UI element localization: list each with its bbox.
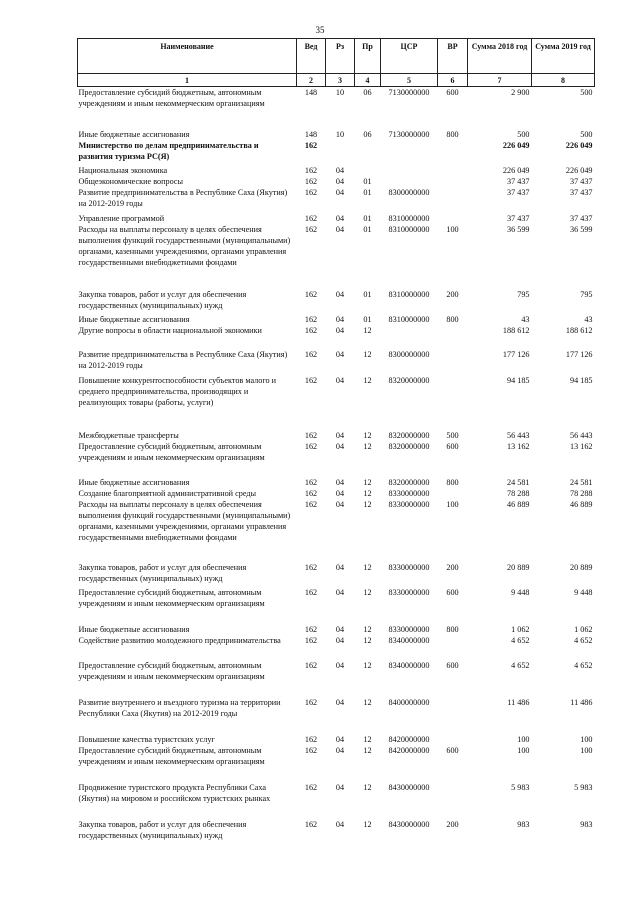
cell-ved: 162 xyxy=(304,587,318,597)
cell-rz: 04 xyxy=(335,819,345,829)
cell-rz: 04 xyxy=(335,782,345,792)
cell-csr: 8330000000 xyxy=(388,624,430,634)
cell-sum-2018: 500 xyxy=(517,129,530,139)
cell-name: Общеэкономические вопросы xyxy=(78,176,184,186)
cell-pr: 12 xyxy=(363,734,372,744)
cell-name: Иные бюджетные ассигнования xyxy=(78,314,190,324)
cell-csr: 8430000000 xyxy=(388,819,430,829)
cell-vr xyxy=(438,176,468,187)
table-row xyxy=(78,488,595,499)
cell-sum-2018: 188 612 xyxy=(502,325,530,335)
cell-vr xyxy=(438,488,468,499)
cell-pr: 06 xyxy=(363,129,372,139)
cell-sum-2018: 46 889 xyxy=(506,499,530,509)
cell-sum-2019: 188 612 xyxy=(565,325,593,335)
cell-csr: 8320000000 xyxy=(388,430,430,440)
table-row xyxy=(78,325,595,349)
cell-rz: 04 xyxy=(335,587,345,597)
cell-sum-2018: 36 599 xyxy=(506,224,530,234)
cell-sum-2018: 43 xyxy=(521,314,530,324)
column-number: 1 xyxy=(78,74,297,87)
cell-sum-2018: 100 xyxy=(517,734,530,744)
cell-sum-2019: 9 448 xyxy=(574,587,593,597)
cell-sum-2018: 78 288 xyxy=(506,488,530,498)
cell-vr: 200 xyxy=(446,289,459,299)
cell-rz: 04 xyxy=(335,314,345,324)
cell-sum-2018: 20 889 xyxy=(506,562,530,572)
table-row xyxy=(78,213,595,224)
cell-csr: 8310000000 xyxy=(388,314,430,324)
cell-sum-2019: 226 049 xyxy=(565,140,593,150)
cell-sum-2018: 2 900 xyxy=(511,88,530,97)
cell-name: Развитие внутреннего и въездного туризма на территории Республики Саха (Якутия) на 2012-2019 годы xyxy=(78,697,281,718)
table-header-row xyxy=(78,39,595,74)
cell-pr: 12 xyxy=(363,499,372,509)
cell-pr: 01 xyxy=(363,213,372,223)
cell-vr xyxy=(438,213,468,224)
table-row xyxy=(78,314,595,325)
cell-sum-2018: 56 443 xyxy=(506,430,530,440)
cell-ved: 162 xyxy=(304,782,318,792)
cell-sum-2019: 100 xyxy=(580,745,593,755)
cell-sum-2019: 56 443 xyxy=(569,430,593,440)
cell-ved: 162 xyxy=(304,325,318,335)
cell-csr xyxy=(381,165,438,176)
cell-csr: 8340000000 xyxy=(388,660,430,670)
cell-ved: 148 xyxy=(304,88,318,97)
cell-pr: 06 xyxy=(363,88,372,97)
cell-rz: 04 xyxy=(335,325,345,335)
cell-sum-2018: 37 437 xyxy=(506,213,530,223)
cell-pr: 12 xyxy=(363,488,372,498)
column-number: 7 xyxy=(468,74,532,87)
cell-ved: 162 xyxy=(304,660,318,670)
cell-ved: 162 xyxy=(304,488,318,498)
cell-sum-2018: 100 xyxy=(517,745,530,755)
cell-name: Расходы на выплаты персоналу в целях обеспечения выполнения функций государственными (муниципальными) органами, казенными учреждениями, органами управления государственными внебюджетными фондами xyxy=(78,224,291,267)
cell-ved: 162 xyxy=(304,224,318,234)
table-row xyxy=(78,782,595,819)
cell-sum-2019: 1 062 xyxy=(574,624,593,634)
cell-sum-2019: 100 xyxy=(580,734,593,744)
cell-name: Другие вопросы в области национальной экономики xyxy=(78,325,262,335)
cell-name: Министерство по делам предпринимательства и развития туризма РС(Я) xyxy=(78,140,259,161)
cell-csr: 8330000000 xyxy=(388,499,430,509)
cell-name: Повышение конкурентоспособности субъектов малого и среднего предпринимательства, производящих и реализующих товары (работы, услуги) xyxy=(78,375,277,407)
cell-sum-2018: 983 xyxy=(517,819,530,829)
table-row xyxy=(78,224,595,289)
cell-csr: 8340000000 xyxy=(388,635,430,645)
cell-vr xyxy=(438,635,468,660)
cell-pr: 12 xyxy=(363,375,372,385)
cell-rz: 04 xyxy=(335,499,345,509)
cell-csr: 8420000000 xyxy=(388,734,430,744)
table-row xyxy=(78,587,595,624)
cell-sum-2018: 226 049 xyxy=(502,165,530,175)
cell-pr: 12 xyxy=(363,325,372,335)
cell-csr: 8300000000 xyxy=(388,349,430,359)
cell-pr: 12 xyxy=(363,745,372,755)
cell-name: Содействие развитию молодежного предпринимательства xyxy=(78,635,281,645)
table-header-number-row xyxy=(78,74,595,87)
cell-csr: 8300000000 xyxy=(388,187,430,197)
cell-rz: 04 xyxy=(335,224,345,234)
cell-vr xyxy=(438,140,468,165)
cell-rz: 04 xyxy=(335,734,345,744)
cell-vr xyxy=(438,375,468,430)
column-number: 8 xyxy=(532,74,595,87)
cell-ved: 162 xyxy=(304,499,318,509)
cell-vr: 800 xyxy=(446,624,459,634)
cell-vr: 800 xyxy=(446,477,459,487)
cell-ved: 162 xyxy=(304,213,318,223)
cell-sum-2019: 500 xyxy=(580,88,593,97)
column-number: 6 xyxy=(438,74,468,87)
column-number: 3 xyxy=(326,74,355,87)
cell-csr xyxy=(381,140,438,165)
cell-csr: 8320000000 xyxy=(388,441,430,451)
table-row xyxy=(78,187,595,213)
table-row xyxy=(78,165,595,176)
column-number: 5 xyxy=(381,74,438,87)
cell-ved: 162 xyxy=(304,165,318,175)
cell-rz: 10 xyxy=(335,129,345,139)
cell-vr xyxy=(438,734,468,745)
cell-ved: 162 xyxy=(304,562,318,572)
cell-name: Иные бюджетные ассигнования xyxy=(78,477,190,487)
cell-sum-2019: 13 162 xyxy=(569,441,593,451)
cell-ved: 148 xyxy=(304,129,318,139)
cell-rz: 04 xyxy=(335,213,345,223)
cell-sum-2019: 94 185 xyxy=(569,375,593,385)
cell-sum-2019: 5 983 xyxy=(574,782,593,792)
cell-ved: 162 xyxy=(304,635,318,645)
table-row xyxy=(78,624,595,635)
column-number: 2 xyxy=(297,74,326,87)
cell-vr xyxy=(438,349,468,375)
cell-ved: 162 xyxy=(304,624,318,634)
table-row xyxy=(78,87,595,129)
table-row xyxy=(78,430,595,441)
cell-csr: 7130000000 xyxy=(388,129,430,139)
cell-vr xyxy=(438,187,468,213)
cell-ved: 162 xyxy=(304,289,318,299)
cell-rz: 04 xyxy=(335,745,345,755)
cell-sum-2019: 4 652 xyxy=(574,635,593,645)
cell-vr: 600 xyxy=(446,660,459,670)
cell-sum-2018: 1 062 xyxy=(511,624,530,634)
cell-pr: 12 xyxy=(363,697,372,707)
cell-pr: 01 xyxy=(363,176,372,186)
cell-pr: 01 xyxy=(363,224,372,234)
cell-ved: 162 xyxy=(304,441,318,451)
cell-name: Национальная экономика xyxy=(78,165,168,175)
cell-csr: 8330000000 xyxy=(388,587,430,597)
table-row xyxy=(78,176,595,187)
cell-ved: 162 xyxy=(304,314,318,324)
cell-name: Закупка товаров, работ и услуг для обеспечения государственных (муниципальных) нужд xyxy=(78,819,247,840)
column-number: 4 xyxy=(355,74,381,87)
cell-rz: 04 xyxy=(335,289,345,299)
cell-vr: 200 xyxy=(446,562,459,572)
table-row xyxy=(78,734,595,745)
cell-sum-2019: 36 599 xyxy=(569,224,593,234)
cell-pr: 12 xyxy=(363,635,372,645)
cell-rz: 04 xyxy=(335,441,345,451)
cell-name: Предоставление субсидий бюджетным, автономным учреждениям и иным некоммерческим организациям xyxy=(78,745,265,766)
cell-rz: 04 xyxy=(335,477,345,487)
cell-rz: 10 xyxy=(335,88,345,97)
cell-rz: 04 xyxy=(335,430,345,440)
cell-sum-2018: 11 486 xyxy=(507,697,530,707)
cell-csr: 8310000000 xyxy=(388,289,430,299)
cell-vr: 600 xyxy=(446,745,459,755)
table-row xyxy=(78,375,595,430)
cell-name: Предоставление субсидий бюджетным, автономным учреждениям и иным некоммерческим организациям xyxy=(78,441,265,462)
cell-ved: 162 xyxy=(304,349,318,359)
cell-ved: 162 xyxy=(304,819,318,829)
cell-sum-2018: 37 437 xyxy=(506,176,530,186)
column-header-csr: ЦСР xyxy=(381,39,438,74)
cell-name: Закупка товаров, работ и услуг для обеспечения государственных (муниципальных) нужд xyxy=(78,562,247,583)
cell-sum-2018: 24 581 xyxy=(506,477,530,487)
cell-name: Предоставление субсидий бюджетным, автономным учреждениям и иным некоммерческим организациям xyxy=(78,660,265,681)
cell-rz: 04 xyxy=(335,635,345,645)
cell-vr xyxy=(438,165,468,176)
cell-sum-2019: 20 889 xyxy=(569,562,593,572)
cell-ved: 162 xyxy=(304,734,318,744)
cell-rz: 04 xyxy=(335,165,345,175)
cell-vr xyxy=(438,325,468,349)
table-row xyxy=(78,129,595,140)
cell-pr: 12 xyxy=(363,587,372,597)
cell-sum-2019: 78 288 xyxy=(569,488,593,498)
cell-sum-2018: 795 xyxy=(517,289,530,299)
cell-vr: 500 xyxy=(446,430,459,440)
cell-ved: 162 xyxy=(304,176,318,186)
cell-pr: 12 xyxy=(363,660,372,670)
cell-sum-2018: 94 185 xyxy=(506,375,530,385)
cell-ved: 162 xyxy=(304,187,318,197)
cell-csr: 8310000000 xyxy=(388,213,430,223)
cell-sum-2019: 37 437 xyxy=(569,187,593,197)
cell-csr xyxy=(381,176,438,187)
table-row xyxy=(78,745,595,782)
cell-rz xyxy=(326,140,355,165)
cell-name: Предоставление субсидий бюджетным, автономным учреждениям и иным некоммерческим организациям xyxy=(78,88,265,108)
table-row xyxy=(78,660,595,697)
cell-sum-2019: 226 049 xyxy=(565,165,593,175)
cell-sum-2018: 37 437 xyxy=(506,187,530,197)
cell-csr: 8430000000 xyxy=(388,782,430,792)
cell-vr: 200 xyxy=(446,819,459,829)
cell-ved: 162 xyxy=(304,745,318,755)
cell-pr xyxy=(355,140,381,165)
page-number: 35 xyxy=(315,25,325,35)
cell-rz: 04 xyxy=(335,624,345,634)
cell-ved: 162 xyxy=(304,697,318,707)
cell-csr: 8330000000 xyxy=(388,488,430,498)
cell-pr: 12 xyxy=(363,349,372,359)
cell-csr xyxy=(381,325,438,349)
column-header-sum-2019: Сумма 2019 год xyxy=(532,39,595,74)
cell-sum-2019: 37 437 xyxy=(569,213,593,223)
cell-csr: 8320000000 xyxy=(388,477,430,487)
cell-rz: 04 xyxy=(335,562,345,572)
table-row xyxy=(78,562,595,587)
cell-pr: 01 xyxy=(363,187,372,197)
column-header-ved: Вед xyxy=(297,39,326,74)
cell-rz: 04 xyxy=(335,375,345,385)
cell-csr: 7130000000 xyxy=(388,88,430,97)
cell-rz: 04 xyxy=(335,660,345,670)
cell-pr: 12 xyxy=(363,624,372,634)
cell-name: Продвижение туристского продукта Республики Саха (Якутия) на мировом и российском туристских рынках xyxy=(78,782,271,803)
cell-rz: 04 xyxy=(335,697,345,707)
column-header-sum-2018: Сумма 2018 год xyxy=(468,39,532,74)
table-row xyxy=(78,499,595,562)
cell-sum-2018: 177 126 xyxy=(502,349,530,359)
cell-csr: 8330000000 xyxy=(388,562,430,572)
cell-name: Развитие предпринимательства в Республике Саха (Якутия) на 2012-2019 годы xyxy=(78,349,288,370)
cell-rz: 04 xyxy=(335,349,345,359)
cell-sum-2019: 177 126 xyxy=(565,349,593,359)
cell-pr: 12 xyxy=(363,562,372,572)
cell-vr: 800 xyxy=(446,314,459,324)
cell-pr: 01 xyxy=(363,289,372,299)
cell-name: Предоставление субсидий бюджетным, автономным учреждениям и иным некоммерческим организациям xyxy=(78,587,265,608)
cell-ved: 162 xyxy=(304,375,318,385)
cell-name: Иные бюджетные ассигнования xyxy=(78,624,190,634)
cell-vr: 100 xyxy=(446,499,459,509)
cell-vr: 600 xyxy=(446,441,459,451)
column-header-name: Наименование xyxy=(78,39,297,74)
table-row xyxy=(78,477,595,488)
cell-ved: 162 xyxy=(304,140,318,150)
cell-sum-2019: 11 486 xyxy=(570,697,593,707)
cell-sum-2018: 13 162 xyxy=(506,441,530,451)
cell-pr: 12 xyxy=(363,430,372,440)
cell-csr: 8320000000 xyxy=(388,375,430,385)
cell-name: Иные бюджетные ассигнования xyxy=(78,129,190,139)
cell-sum-2018: 226 049 xyxy=(502,140,530,150)
table-body xyxy=(78,87,595,844)
cell-name: Создание благоприятной административной среды xyxy=(78,488,257,498)
cell-vr xyxy=(438,782,468,819)
table-row xyxy=(78,697,595,734)
cell-name: Расходы на выплаты персоналу в целях обеспечения выполнения функций государственными (муниципальными) органами, казенными учреждениями, органами управления государственными внебюджетными фондами xyxy=(78,499,291,542)
cell-csr: 8420000000 xyxy=(388,745,430,755)
cell-csr: 8400000000 xyxy=(388,697,430,707)
cell-sum-2019: 795 xyxy=(580,289,593,299)
table-row xyxy=(78,819,595,844)
column-header-rz: Рз xyxy=(326,39,355,74)
cell-pr: 01 xyxy=(363,314,372,324)
cell-rz: 04 xyxy=(335,187,345,197)
cell-vr xyxy=(438,697,468,734)
cell-ved: 162 xyxy=(304,477,318,487)
cell-sum-2018: 4 652 xyxy=(511,660,530,670)
cell-sum-2019: 24 581 xyxy=(569,477,593,487)
cell-name: Закупка товаров, работ и услуг для обеспечения государственных (муниципальных) нужд xyxy=(78,289,247,310)
cell-rz: 04 xyxy=(335,488,345,498)
cell-pr: 12 xyxy=(363,782,372,792)
cell-sum-2019: 4 652 xyxy=(574,660,593,670)
column-header-pr: Пр xyxy=(355,39,381,74)
budget-table-container xyxy=(77,38,594,844)
cell-sum-2019: 37 437 xyxy=(569,176,593,186)
table-row xyxy=(78,349,595,375)
cell-name: Управление программой xyxy=(78,213,165,223)
cell-sum-2018: 4 652 xyxy=(511,635,530,645)
table-row xyxy=(78,441,595,477)
cell-ved: 162 xyxy=(304,430,318,440)
cell-sum-2019: 46 889 xyxy=(569,499,593,509)
cell-pr: 12 xyxy=(363,477,372,487)
cell-rz: 04 xyxy=(335,176,345,186)
cell-sum-2018: 9 448 xyxy=(511,587,530,597)
table-row xyxy=(78,140,595,165)
cell-sum-2019: 983 xyxy=(580,819,593,829)
cell-vr: 100 xyxy=(446,224,459,234)
table-row xyxy=(78,289,595,314)
column-header-vr: ВР xyxy=(438,39,468,74)
cell-vr: 800 xyxy=(446,129,459,139)
cell-vr: 600 xyxy=(446,587,459,597)
table-row xyxy=(78,635,595,660)
cell-pr: 12 xyxy=(363,819,372,829)
cell-name: Межбюджетные трансферты xyxy=(78,430,179,440)
cell-name: Повышение качества туристских услуг xyxy=(78,734,215,744)
cell-pr: 12 xyxy=(363,441,372,451)
cell-vr: 600 xyxy=(446,88,459,97)
budget-table xyxy=(77,38,595,844)
cell-sum-2018: 5 983 xyxy=(511,782,530,792)
cell-name: Развитие предпринимательства в Республике Саха (Якутия) на 2012-2019 годы xyxy=(78,187,288,208)
cell-sum-2019: 43 xyxy=(584,314,593,324)
cell-csr: 8310000000 xyxy=(388,224,430,234)
cell-sum-2019: 500 xyxy=(580,129,593,139)
cell-pr xyxy=(355,165,381,176)
